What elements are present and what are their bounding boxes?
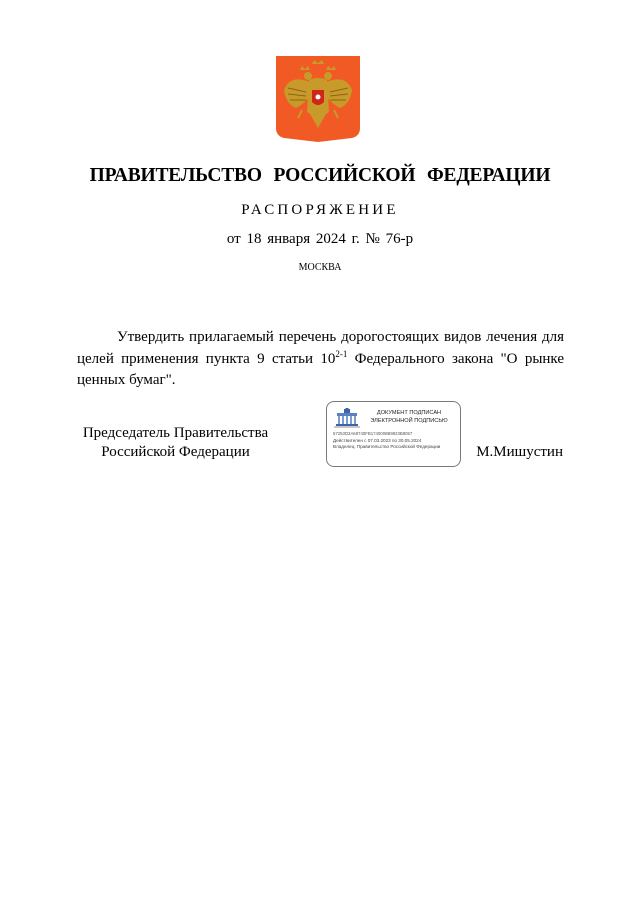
stamp-title-line-1: ДОКУМЕНТ ПОДПИСАН xyxy=(376,410,442,416)
coat-of-arms-emblem xyxy=(276,56,360,142)
document-type: РАСПОРЯЖЕНИЕ xyxy=(241,202,399,218)
signatory-position xyxy=(78,424,273,462)
stamp-validity: Действителен с 07.03.2023 по 30.05.2024 xyxy=(333,438,422,443)
position-line-2: Российской Федерации xyxy=(101,444,250,460)
stamp-title-line-2: ЭЛЕКТРОННОЙ ПОДПИСЬЮ xyxy=(370,417,448,424)
order-text xyxy=(77,327,564,392)
government-title: ПРАВИТЕЛЬСТВО РОССИЙСКОЙ ФЕДЕРАЦИИ xyxy=(89,165,551,186)
electronic-signature-stamp xyxy=(326,401,461,467)
order-text-main: Утвердить прилагаемый перечень дорогостоящих видов лечения для целей применения пункта 9 статьи 10 xyxy=(77,329,564,367)
stamp-owner: Владелец: Правительство Российской Федерации xyxy=(333,444,441,449)
stamp-title xyxy=(359,410,459,425)
document-city: МОСКВА xyxy=(298,262,342,273)
government-building-icon xyxy=(334,408,360,428)
order-text-tail: Федерального закона "О рынке ценных бумаг". xyxy=(77,350,564,388)
signer-name: М.Мишустин xyxy=(476,444,563,460)
document-date-number: от 18 января 2024 г. № 76-р xyxy=(226,231,414,247)
position-line-1: Председатель Правительства xyxy=(82,425,269,441)
stamp-certificate: 57253D3A68740FB1740008B9823B8057 xyxy=(333,431,413,436)
article-superscript: 2-1 xyxy=(335,348,348,359)
